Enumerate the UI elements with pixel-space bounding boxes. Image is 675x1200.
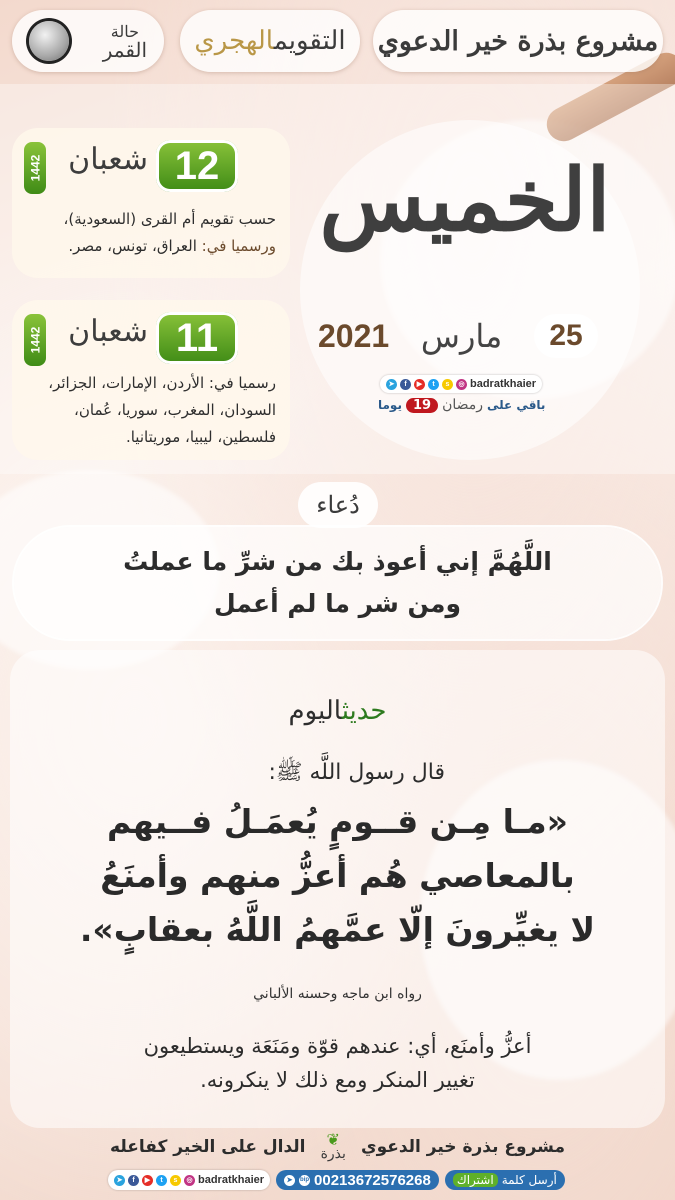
footer-contact-bar: [108, 1170, 565, 1190]
dua-title-tab: [298, 482, 378, 528]
hadith-title-word2: اليوم: [288, 696, 342, 726]
instagram-icon[interactable]: ◎: [456, 379, 467, 390]
twitter-icon[interactable]: t: [428, 379, 439, 390]
hijri-card-line: رسميا في: الأردن، الإمارات، الجزائر،: [48, 374, 276, 392]
social-bar-top[interactable]: [380, 375, 542, 393]
hijri-card-text: [22, 206, 276, 260]
moon-phase-pill: [12, 10, 164, 72]
hijri-card-line: السودان، المغرب، سوريا، عُمان،: [74, 401, 276, 419]
hadith-title: [10, 696, 665, 726]
leaf-icon: ❦: [326, 1130, 340, 1149]
ramadan-days-badge: 19: [406, 398, 438, 413]
snapchat-icon[interactable]: s: [442, 379, 453, 390]
subscribe-keyword: اشتراك: [453, 1173, 498, 1187]
calendar-title-pill: [180, 10, 360, 72]
gregorian-day: 25: [534, 314, 598, 358]
gregorian-date: [318, 312, 598, 360]
gregorian-month: مارس: [420, 317, 503, 355]
social-handle[interactable]: badratkhaier: [470, 378, 537, 390]
dua-line1: اللَّهُمَّ إني أعوذ بك من شرِّ ما عملتُ: [123, 547, 552, 576]
dua-box: [14, 527, 661, 639]
subscribe-pill[interactable]: [445, 1170, 565, 1190]
instagram-icon[interactable]: ◎: [184, 1175, 195, 1186]
ramadan-prefix: باقي على: [487, 398, 546, 412]
twitter-icon[interactable]: t: [156, 1175, 167, 1186]
hadith-line1: «مـا مِـن قــومٍ يُعمَـلُ فــيهم: [106, 802, 568, 841]
youtube-icon[interactable]: ▶: [142, 1175, 153, 1186]
hijri-card-line: فلسطين، ليبيا، موريتانيا.: [125, 428, 276, 446]
hadith-intro: قال رسول اللَّه ﷺ:: [268, 760, 445, 785]
footer-text: [110, 1130, 565, 1164]
hijri-card-text: [22, 370, 276, 451]
hijri-year: 1442: [27, 326, 42, 354]
phone-number: 00213672576268: [314, 1171, 431, 1189]
footer-motto: الدال على الخير كفاعله: [110, 1137, 306, 1157]
hijri-month: شعبان: [68, 142, 148, 177]
project-title-pill: [373, 10, 663, 72]
facebook-icon[interactable]: f: [400, 379, 411, 390]
hadith-line2: بالمعاصي هُم أعزُّ منهم وأمنَعُ: [100, 856, 575, 895]
ramadan-countdown: [378, 397, 545, 413]
phone-pill[interactable]: [276, 1170, 439, 1190]
seed-logo-text: بذرة: [320, 1146, 346, 1162]
send-word-label: أرسل كلمة: [501, 1173, 557, 1187]
hijri-card-countries: العراق، تونس، مصر.: [68, 237, 202, 255]
weekday: الخميس: [319, 150, 611, 251]
social-handle[interactable]: badratkhaier: [198, 1174, 265, 1186]
hadith-explanation-line2: تغيير المنكر ومع ذلك لا ينكرونه.: [200, 1068, 475, 1092]
hijri-card-line: حسب تقويم أم القرى (السعودية)،: [63, 210, 276, 228]
hijri-card-2: [12, 300, 290, 460]
dua-title: دُعاء: [316, 491, 360, 519]
hijri-year: 1442: [27, 154, 42, 182]
moon-label: [102, 22, 148, 62]
telegram-icon[interactable]: ➤: [386, 379, 397, 390]
hijri-month: شعبان: [68, 314, 148, 349]
hadith-explanation-line1: أعزُّ وأمنَع، أي: عندهم قوّة ومَنَعَة ويستطيعون: [143, 1034, 532, 1058]
telegram-icon: ➤: [284, 1175, 295, 1186]
seed-logo: [320, 1130, 346, 1162]
hadith-line3: لا يغيِّرونَ إلّا عمَّهمُ اللَّهُ بعقابٍ».: [79, 910, 596, 949]
ramadan-label: رمضان: [442, 397, 484, 413]
calendar-title: [194, 26, 345, 56]
ramadan-suffix: يوما: [378, 398, 402, 412]
gregorian-year: 2021: [318, 317, 390, 354]
hadith-title-word1: حديث: [341, 696, 387, 726]
moon-label-line2: القمر: [102, 38, 148, 62]
hijri-day: 11: [156, 312, 238, 364]
calendar-title-word2: الهجري: [194, 26, 274, 56]
hadith-panel: [10, 650, 665, 1128]
calendar-title-word1: التقويم: [273, 26, 346, 56]
hijri-card-line: [22, 233, 276, 260]
snapchat-icon[interactable]: s: [170, 1175, 181, 1186]
social-bar-footer[interactable]: [108, 1170, 270, 1190]
hadith-source: رواه ابن ماجه وحسنه الألباني: [253, 986, 422, 1002]
bip-icon: bip: [299, 1175, 310, 1186]
facebook-icon[interactable]: f: [128, 1175, 139, 1186]
footer-project: مشروع بذرة خير الدعوي: [360, 1137, 565, 1157]
moon-icon: [29, 21, 69, 61]
dua-line2: ومن شر ما لم أعمل: [213, 589, 462, 618]
hijri-card-prefix: ورسميا في:: [201, 237, 276, 255]
hijri-day: 12: [156, 140, 238, 192]
hijri-card-1: [12, 128, 290, 278]
hijri-year-badge: [24, 314, 46, 366]
project-title: مشروع بذرة خير الدعوي: [377, 25, 659, 57]
moon-label-line1: حالة: [110, 22, 140, 41]
hijri-year-badge: [24, 142, 46, 194]
youtube-icon[interactable]: ▶: [414, 379, 425, 390]
telegram-icon[interactable]: ➤: [114, 1175, 125, 1186]
